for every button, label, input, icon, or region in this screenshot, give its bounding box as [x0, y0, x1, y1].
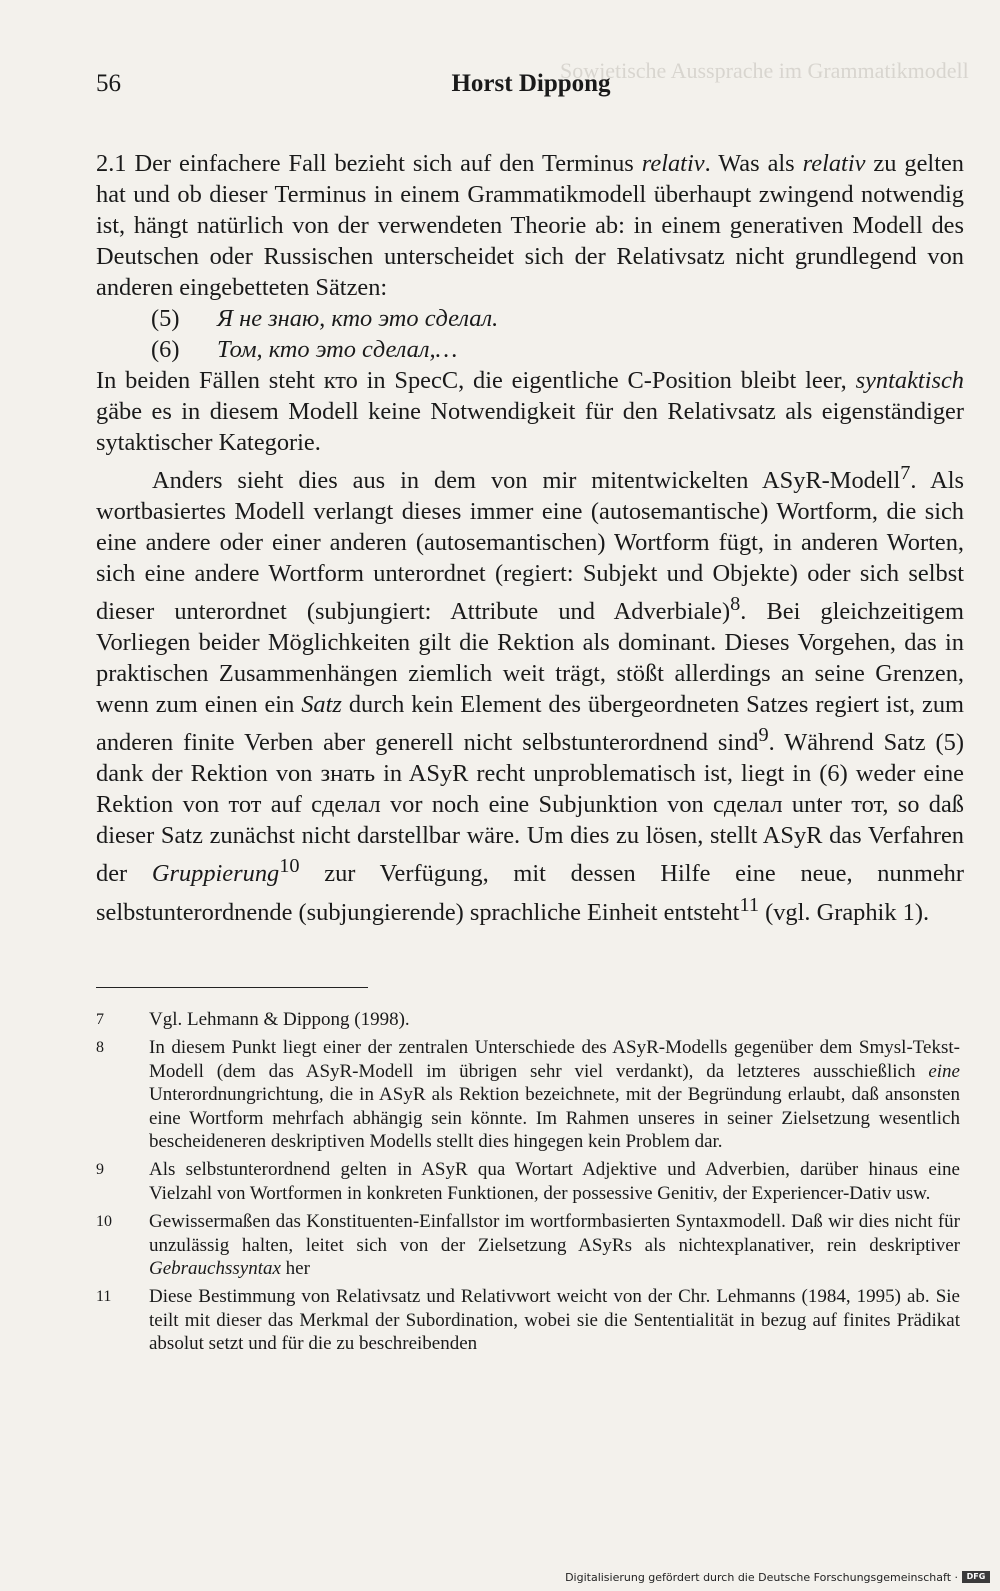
example-6 — [96, 334, 964, 365]
footnote-text: Diese Bestimmung von Relativsatz und Relativwort weicht von der Chr. Lehmanns (1984, 1995) ab. Sie teilt mit dieser das Merkmal der Subordination, wobei sie die Sententialität in bezug auf finites Prädikat absolut setzt und für die zu beschreibenden — [149, 1286, 960, 1355]
footnote-ref[interactable]: 7 — [900, 462, 911, 484]
footnote-text: Vgl. Lehmann & Dippong (1998). — [149, 1009, 410, 1030]
footnote-text: In diesem Punkt liegt einer der zentralen Unterschiede des ASyR-Modells gegenüber dem Smysl-Tekst-Modell (dem das ASyR-Modell im übrigen sehr viel verdankt), da letzteres ausschießlich eine Unterordnungrichtung, die in ASyR als Rektion bezeichnete, mit der Begründung erlaubt, daß ansonsten eine Wortform mehrfach abhängig sein könnte. Im Rahmen unseres in seiner Zielsetzung wesentlich bescheideneren deskriptiven Modells stellt dies hingegen kein Problem dar. — [149, 1037, 960, 1153]
footnotes — [96, 1008, 960, 1361]
footnote-number: 10 — [96, 1213, 112, 1231]
footnote-number: 8 — [96, 1039, 104, 1057]
body-text — [96, 148, 964, 928]
footnote-ref[interactable]: 8 — [730, 593, 741, 616]
footnote-text: Gewissermaßen das Konstituenten-Einfallstor im wortformbasierten Syntaxmodell. Daß wir dies nicht für unzulässig halten, leitet sich von der Zielsetzung ASyRs als nichtexplanativer, rein deskriptiver Gebrauchssyntax her — [149, 1211, 960, 1280]
footnote-text: Als selbstunterordnend gelten in ASyR qua Wortart Adjektive und Adverbien, darüber hinaus eine Vielzahl von Wortformen in konkreten Funktionen, der possessive Genitiv, der Experiencer-Dativ usw. — [149, 1159, 960, 1204]
paragraph-1: 2.1 Der einfachere Fall bezieht sich auf den Terminus relativ. Was als relativ zu gelten hat und ob dieser Terminus in einem Grammatikmodell überhaupt zwingend notwendig ist, hängt natürlich von der verwendeten Theorie ab: in einem generativen Modell des Deutschen oder Russischen unterscheidet sich der Relativsatz nicht grundlegend von anderen eingebetteten Sätzen: — [96, 150, 965, 301]
footnote-8 — [96, 1036, 960, 1153]
footnote-11 — [96, 1285, 960, 1355]
running-title: Horst Dippong — [451, 70, 611, 97]
example-sentence: Я не знаю, кто это сделал. — [217, 305, 499, 332]
paragraph-3: Anders sieht dies aus in dem von mir mitentwickelten ASyR-Modell$^7$. Als wortbasiertes Modell verlangt dieses immer eine (autosemantische) Wortform, die sich eine andere oder einer anderen (autosemantischen) Wortform fügt, in anderen Worten, sich eine andere Wortform unterordnet (regiert: Subjekt und Objekte) oder sich selbst dieser unterordnet (subjungiert: Attribute und Adverbiale)$^8$. Bei gleichzeitigem Vorliegen beider Möglichkeiten gilt die Rektion als dominant. Dieses Vorgehen, das in praktischen Zusammenhängen ziemlich weit trägt, stößt allerdings an seine Grenzen, wenn zum einen ein Satz durch kein Element des übergeordneten Satzes regiert ist, zum anderen finite Verben aber generell nicht selbstunterordnend sind$^9$. Während Satz (5) dank der Rektion von знать in ASyR recht unproblematisch ist, liegt in (6) weder eine Rektion von тот auf сделал vor noch eine Subjunktion von сделал unter тот, so daß dieser Satz zunächst nicht darstellbar wäre. Um dies zu lösen, stellt ASyR das Verfahren der Gruppierung$^{10}$ zur Verfügung, mit dessen Hilfe eine neue, nunmehr selbstunterordnende (subjungierende) sprachliche Einheit entsteht$^{11}$ (vgl. Graphik 1). — [96, 462, 965, 926]
digitization-credit — [565, 1569, 990, 1585]
example-number: (6) — [151, 336, 180, 363]
footnote-divider — [96, 987, 368, 988]
bleed-through-text: Sowjetische Aussprache im Grammatikmodell — [560, 58, 969, 83]
credit-text: Digitalisierung gefördert durch die Deutsche Forschungsgemeinschaft · — [565, 1570, 958, 1584]
example-5 — [96, 303, 964, 334]
footnote-ref[interactable]: 11 — [739, 893, 760, 916]
page-header — [96, 70, 966, 106]
footnote-ref[interactable]: 10 — [279, 855, 300, 878]
example-sentence: Том, кто это сделал,… — [217, 336, 458, 363]
footnote-number: 9 — [96, 1161, 104, 1179]
footnote-number: 11 — [96, 1288, 112, 1306]
footnote-7 — [96, 1008, 960, 1031]
example-number: (5) — [151, 305, 180, 332]
page-number: 56 — [96, 70, 121, 97]
footnote-ref[interactable]: 9 — [758, 724, 769, 747]
footnote-10 — [96, 1210, 960, 1280]
footnote-9 — [96, 1158, 960, 1205]
dfg-logo-icon: DFG — [962, 1571, 990, 1583]
paragraph-2: In beiden Fällen steht кто in SpecC, die eigentliche C-Position bleibt leer, syntaktisch gäbe es in diesem Modell keine Notwendigkeit für den Relativsatz als eigenständiger sytaktischer Kategorie. — [96, 367, 964, 456]
footnote-number: 7 — [96, 1011, 104, 1028]
